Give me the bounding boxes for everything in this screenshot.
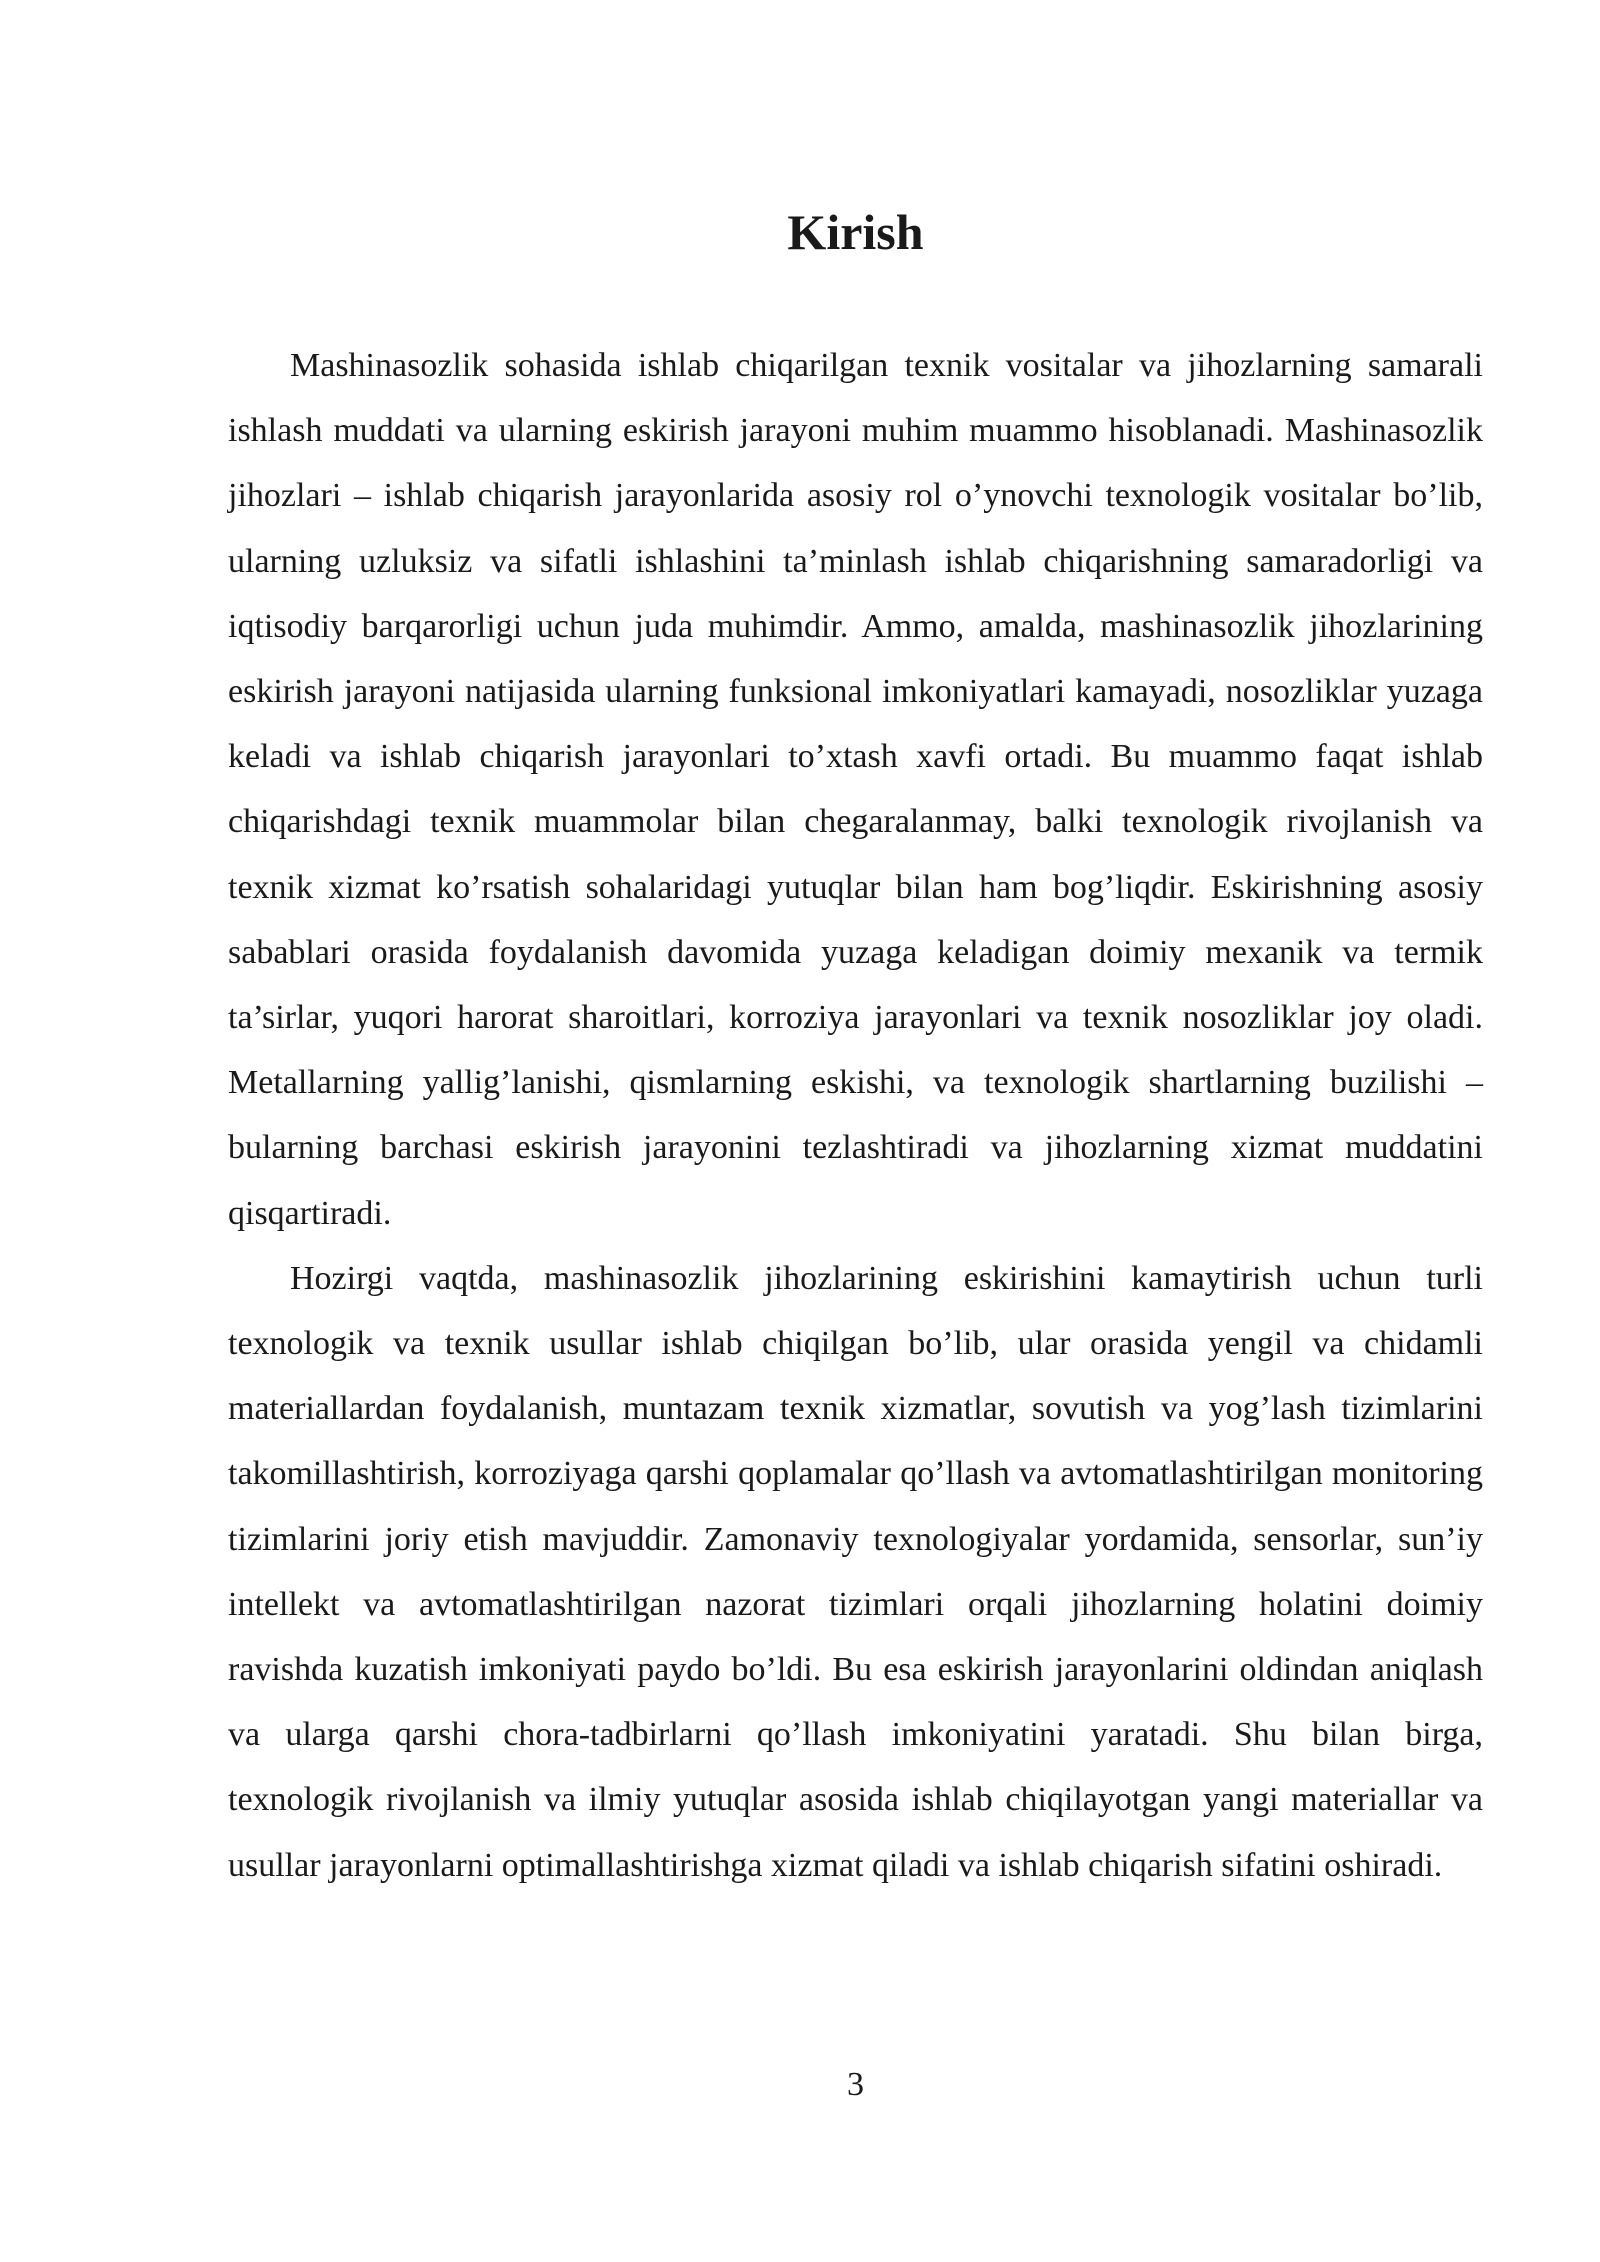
body-text — [228, 333, 1483, 1898]
paragraph-2: Hozirgi vaqtda, mashinasozlik jihozlarining eskirishini kamaytirish uchun turli texnologik va texnik usullar ishlab chiqilgan bo’lib, ular orasida yengil va chidamli materiallardan foydalanish, muntazam texnik xizmatlar, sovutish va yog’lash tizimlarini takomillashtirish, korroziyaga qarshi qoplamalar qo’llash va avtomatlashtirilgan monitoring tizimlarini joriy etish mavjuddir. Zamonaviy texnologiyalar yordamida, sensorlar, sun’iy intellekt va avtomatlashtirilgan nazorat tizimlari orqali jihozlarning holatini doimiy ravishda kuzatish imkoniyati paydo bo’ldi. Bu esa eskirish jarayonlarini oldindan aniqlash va ularga qarshi chora-tadbirlarni qo’llash imkoniyatini yaratadi. Shu bilan birga, texnologik rivojlanish va ilmiy yutuqlar asosida ishlab chiqilayotgan yangi materiallar va usullar jarayonlarni optimallashtirishga xizmat qiladi va ishlab chiqarish sifatini oshiradi. — [228, 1259, 1483, 1884]
page-title: Kirish — [787, 204, 924, 260]
paragraph-1: Mashinasozlik sohasida ishlab chiqarilgan texnik vositalar va jihozlarning samarali ishlash muddati va ularning eskirish jarayoni muhim muammo hisoblanadi. Mashinasozlik jihozlari – ishlab chiqarish jarayonlarida asosiy rol o’ynovchi texnologik vositalar bo’lib, ularning uzluksiz va sifatli ishlashini ta’minlash ishlab chiqarishning samaradorligi va iqtisodiy barqarorligi uchun juda muhimdir. Ammo, amalda, mashinasozlik jihozlarining eskirish jarayoni natijasida ularning funksional imkoniyatlari kamayadi, nosozliklar yuzaga keladi va ishlab chiqarish jarayonlari to’xtash xavfi ortadi. Bu muammo faqat ishlab chiqarishdagi texnik muammolar bilan chegaralanmay, balki texnologik rivojlanish va texnik xizmat ko’rsatish sohalaridagi yutuqlar bilan ham bog’liqdir. Eskirishning asosiy sabablari orasida foydalanish davomida yuzaga keladigan doimiy mexanik va termik ta’sirlar, yuqori harorat sharoitlari, korroziya jarayonlari va texnik nosozliklar joy oladi. Metallarning yallig’lanishi, qismlarning eskishi, va texnologik shartlarning buzilishi – bularning barchasi eskirish jarayonini tezlashtiradi va jihozlarning xizmat muddatini qisqartiradi. — [228, 347, 1483, 1232]
page-number: 3 — [847, 2066, 864, 2103]
